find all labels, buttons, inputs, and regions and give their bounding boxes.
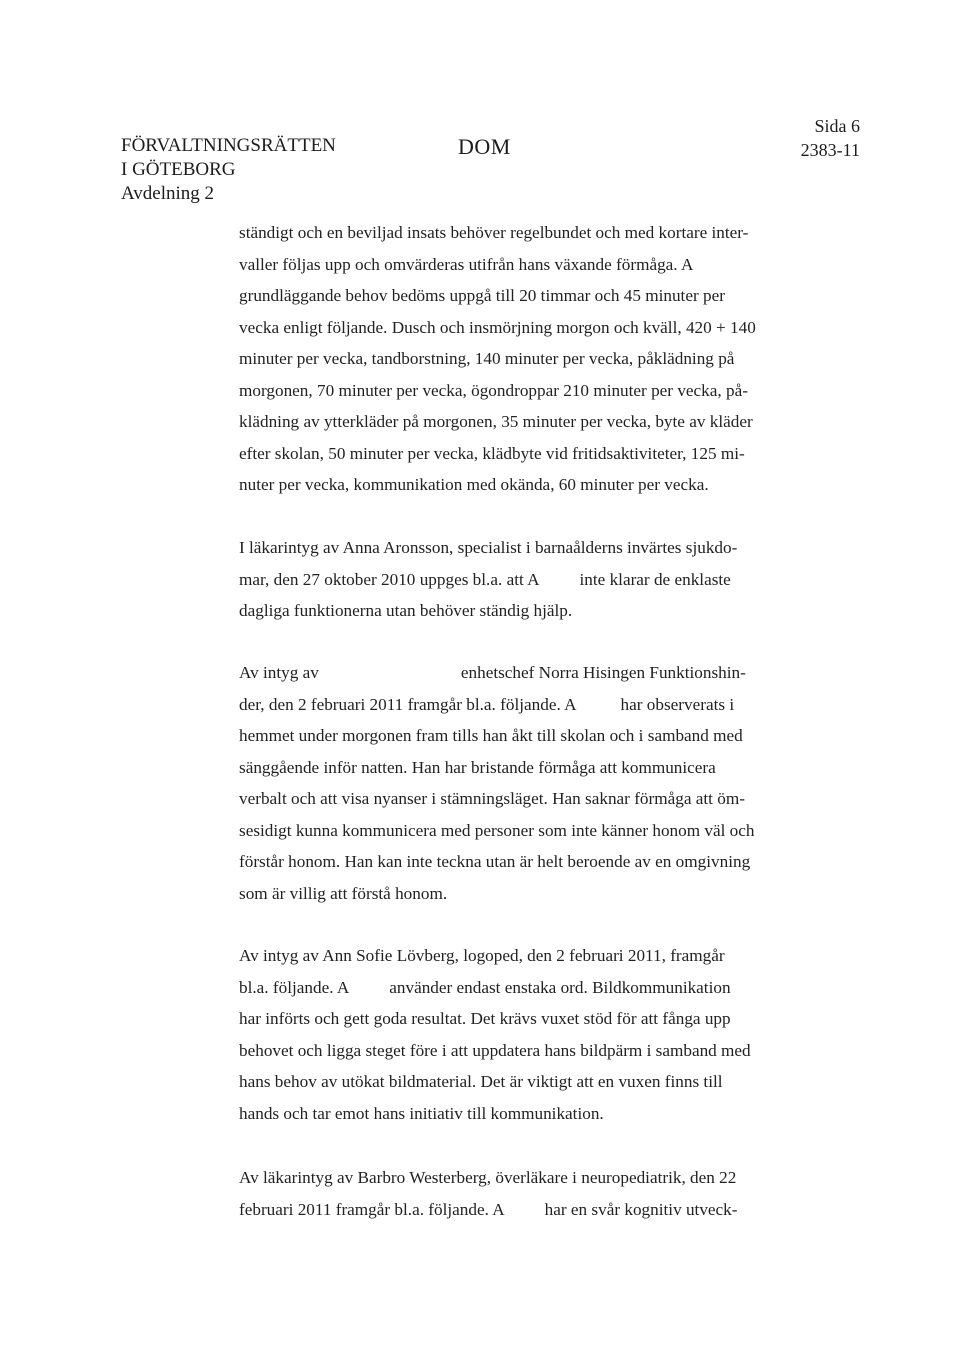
text-line — [239, 657, 799, 689]
text-line: valler följas upp och omvärderas utifrån hans växande förmåga. A — [239, 254, 694, 274]
page-number: Sida 6 — [814, 116, 860, 136]
paragraph-assessment — [239, 217, 799, 501]
text-segment: Av intyg av — [239, 663, 319, 682]
paragraph-unit-manager-statement — [239, 657, 799, 909]
text-line: efter skolan, 50 minuter per vecka, klädbyte vid fritidsaktiviteter, 125 mi- — [239, 443, 745, 463]
text-line: förstår honom. Han kan inte teckna utan är helt beroende av en omgivning — [239, 852, 751, 871]
text-line — [239, 689, 799, 721]
paragraph-neuropediatric-certificate — [239, 1162, 799, 1225]
paragraph-medical-certificate — [239, 532, 799, 627]
paragraph-speech-therapist-statement — [239, 940, 799, 1129]
text-line: I läkarintyg av Anna Aronsson, specialist i barnaålderns invärtes sjukdo- — [239, 538, 738, 557]
court-division: Avdelning 2 — [121, 183, 215, 204]
text-segment: använder endast enstaka ord. Bildkommunikation — [389, 977, 731, 997]
text-line: sesidigt kunna kommunicera med personer som inte känner honom väl och — [239, 820, 755, 840]
text-line: vecka enligt följande. Dusch och insmörjning morgon och kväll, 420 + 140 — [239, 317, 756, 337]
text-line: minuter per vecka, tandborstning, 140 minuter per vecka, påklädning på — [239, 349, 735, 368]
text-line: verbalt och att visa nyanser i stämningsläget. Han saknar förmåga att öm- — [239, 789, 745, 808]
text-line: hemmet under morgonen fram tills han åkt till skolan och i samband med — [239, 726, 743, 745]
text-segment: mar, den 27 oktober 2010 uppges bl.a. att A — [239, 569, 540, 589]
page-info — [801, 114, 860, 162]
text-segment: enhetschef Norra Hisingen Funktionshin- — [460, 663, 746, 682]
text-line: sänggående inför natten. Han har bristande förmåga att kommunicera — [239, 757, 716, 777]
text-line: morgonen, 70 minuter per vecka, ögondroppar 210 minuter per vecka, på- — [239, 380, 748, 400]
text-line: klädning av ytterkläder på morgonen, 35 minuter per vecka, byte av kläder — [239, 412, 753, 431]
text-segment: har en svår kognitiv utveck- — [544, 1199, 738, 1219]
case-number: 2383-11 — [800, 140, 860, 160]
text-segment: februari 2011 framgår bl.a. följande. A — [239, 1199, 505, 1219]
court-header — [121, 134, 336, 206]
text-line: som är villig att förstå honom. — [239, 883, 448, 903]
text-segment: har observerats i — [620, 694, 735, 714]
text-line: ständigt och en beviljad insats behöver regelbundet och med kortare inter- — [239, 223, 749, 242]
text-line: dagliga funktionerna utan behöver ständig hjälp. — [239, 601, 573, 620]
text-line: nuter per vecka, kommunikation med okända, 60 minuter per vecka. — [239, 475, 709, 494]
text-segment: der, den 2 februari 2011 framgår bl.a. följande. A — [239, 694, 577, 714]
text-segment: bl.a. följande. A — [239, 977, 350, 997]
document-type: DOM — [458, 134, 511, 159]
text-line — [239, 972, 799, 1004]
text-line: hans behov av utökat bildmaterial. Det är viktigt att en vuxen finns till — [239, 1072, 723, 1091]
text-line — [239, 564, 799, 596]
text-line — [239, 1194, 799, 1226]
text-segment: inte klarar de enklaste — [579, 569, 731, 589]
text-line: grundläggande behov bedöms uppgå till 20 timmar och 45 minuter per — [239, 286, 725, 305]
text-line: har införts och gett goda resultat. Det krävs vuxet stöd för att fånga upp — [239, 1009, 731, 1028]
text-line: hands och tar emot hans initiativ till kommunikation. — [239, 1103, 604, 1123]
text-line: Av läkarintyg av Barbro Westerberg, överläkare i neuropediatrik, den 22 — [239, 1168, 737, 1187]
court-name: FÖRVALTNINGSRÄTTEN — [121, 135, 336, 156]
text-line: Av intyg av Ann Sofie Lövberg, logoped, den 2 februari 2011, framgår — [239, 946, 725, 965]
court-city: I GÖTEBORG — [121, 159, 236, 180]
text-line: behovet och ligga steget före i att uppdatera hans bildpärm i samband med — [239, 1040, 751, 1060]
